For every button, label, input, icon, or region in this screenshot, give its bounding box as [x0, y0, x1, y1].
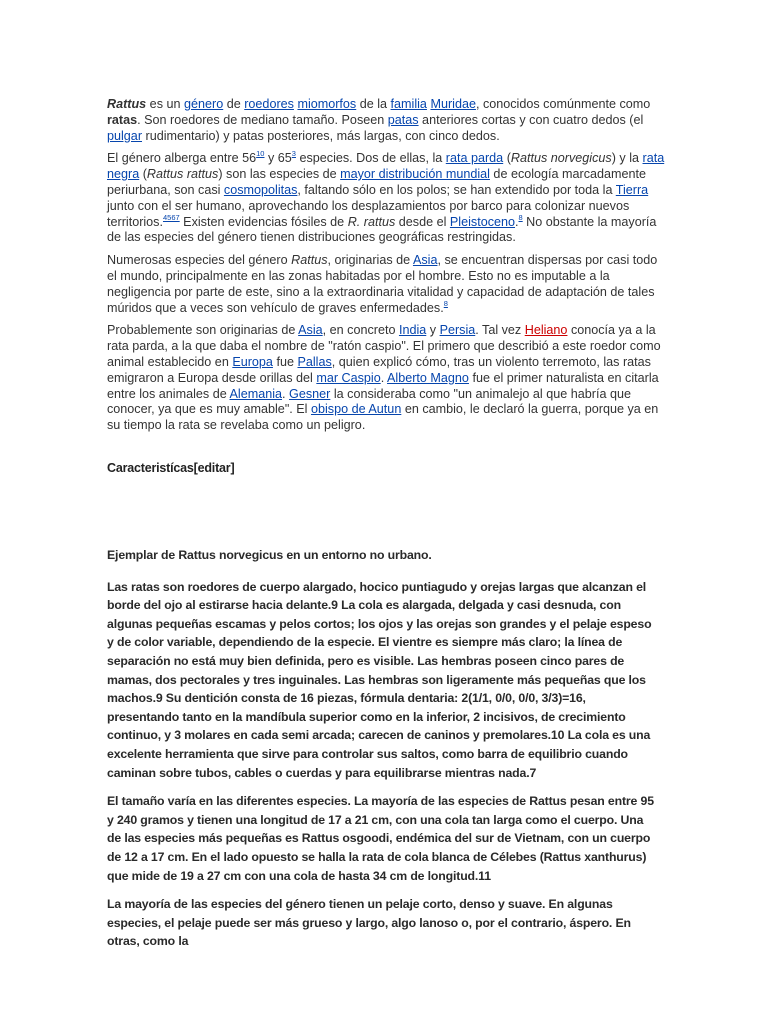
- paragraph-origin: [107, 323, 667, 434]
- text: fue el primer naturalista en citarla entre los animales de: [107, 370, 659, 401]
- text: Probablemente son originarias de: [107, 323, 299, 338]
- link-miomorfos[interactable]: miomorfos: [297, 97, 357, 111]
- title-term: Rattus: [107, 97, 147, 111]
- image-caption: Ejemplar de Rattus norvegicus en un entorno no urbano.: [107, 548, 432, 562]
- footnote: [444, 299, 448, 308]
- link-asia[interactable]: Asia: [298, 323, 323, 338]
- text: y: [426, 323, 440, 338]
- text: . Tal vez: [475, 323, 525, 338]
- wiki-excerpt: [107, 97, 667, 441]
- link-muridae[interactable]: Muridae: [430, 97, 476, 111]
- link-cosmopolitas[interactable]: cosmopolitas: [223, 182, 298, 197]
- text: especies. Dos de ellas, la: [295, 151, 446, 166]
- paragraph-distribution: [107, 151, 667, 246]
- text: de la: [356, 97, 391, 111]
- text: .: [515, 214, 519, 229]
- link-alberto-magno[interactable]: Alberto Magno: [387, 370, 469, 385]
- paragraph-fur: La mayoría de las especies del género tienen un pelaje corto, denso y suave. En algunas especies, el pelaje puede ser más grueso y largo, algo lanoso o, por el contrario, áspero. En otras, como la: [107, 897, 631, 949]
- text: es un: [146, 97, 184, 111]
- link-persia[interactable]: Persia: [439, 323, 476, 338]
- text: , en concreto: [322, 323, 399, 338]
- link-roedores[interactable]: roedores: [244, 97, 294, 111]
- link-mayor-distribucion[interactable]: mayor distribución mundial: [340, 167, 490, 182]
- text: (: [503, 151, 511, 166]
- italic-term: Rattus norvegicus: [510, 151, 612, 166]
- text: fue: [272, 354, 298, 369]
- link-india[interactable]: India: [398, 323, 427, 338]
- text: Existen evidencias fósiles de: [179, 214, 348, 229]
- link-pleistoceno[interactable]: Pleistoceno: [449, 214, 516, 229]
- italic-term: Rattus: [291, 253, 328, 268]
- link-tierra[interactable]: Tierra: [615, 182, 649, 197]
- text: . Son roedores de mediano tamaño. Poseen: [137, 112, 388, 127]
- footnote-link[interactable]: 10: [256, 149, 265, 159]
- text: la consideraba como "un animalejo al que habría que conocer, ya que es muy amable". El: [107, 386, 631, 417]
- link-pulgar[interactable]: pulgar: [107, 128, 143, 143]
- text: desde el: [395, 214, 450, 229]
- text: de: [223, 97, 245, 111]
- link-familia[interactable]: familia: [390, 97, 427, 111]
- text: No obstante la mayoría de las especies del género tienen distribuciones geográficas restringidas.: [107, 214, 657, 245]
- text: ) son las especies de: [218, 167, 341, 182]
- text: Numerosas especies del género: [107, 253, 292, 268]
- section-heading: Caracteristícas[editar]: [107, 461, 235, 475]
- text: , conocidos comúnmente como: [475, 97, 651, 111]
- footnote-link[interactable]: 4567: [162, 212, 180, 222]
- footnote-link[interactable]: 8: [518, 212, 523, 222]
- text: .: [282, 386, 290, 401]
- link-gesner[interactable]: Gesner: [289, 386, 331, 401]
- link-obispo-autun[interactable]: obispo de Autun: [310, 402, 402, 417]
- text: , se encuentran dispersas por casi todo el mundo, principalmente en las zonas habitadas por el hombre. Esto no es imputable a la negligencia por parte de este, sino a la extraordinaria vitalidad y capacidad de adaptación de tales múridos que a veces son vehículo de graves enfermedades.: [107, 253, 658, 315]
- text: anteriores cortas y con cuatro dedos (el: [418, 112, 644, 127]
- link-rata-negra[interactable]: rata negra: [107, 151, 665, 182]
- footnote-link[interactable]: 3: [291, 149, 296, 159]
- paragraph-description: Las ratas son roedores de cuerpo alargado, hocico puntiagudo y orejas largas que alcanzan el borde del ojo al estirarse hacia delante.9 La cola es alargada, delgada y casi desnuda, con algunas pequeñas escamas y pelos cortos; los ojos y las orejas son grandes y el pelaje espeso y de color variable, dependiendo de la especie. El vientre es siempre más claro; la línea de separación no está muy bien definida, pero es visible. Las hembras poseen cinco pares de mamas, dos pectorales y tres inguinales. Las hembras son ligeramente más pequeñas que los machos.9 Su dentición consta de 16 piezas, fórmula dentaria: 2(1/1, 0/0, 0/0, 3/3)=16, presentando tanto en la mandíbula superior como en la inferior, 2 incisivos, de crecimiento continuo, y 3 molares en cada semi arcada; carecen de caninos y premolares.10 La cola es una excelente herramienta que sirve para controlar sus saltos, como barra de equilibrio cuando caminan sobre tubos, cables o cuerdas y para equilibrarse mientras nada.7: [107, 579, 652, 780]
- italic-term: Rattus rattus: [146, 167, 219, 182]
- link-pallas[interactable]: Pallas: [297, 354, 332, 369]
- paragraph-size: El tamaño varía en las diferentes especies. La mayoría de las especies de Rattus pesan entre 95 y 240 gramos y tienen una longitud de 17 a 21 cm, con una cola tan larga como el cuerpo. Una de las especies más pequeñas es Rattus osgoodi, endémica del sur de Vietnam, con un cuerpo de 12 a 17 cm. En el lado opuesto se halla la rata de cola blanca de Célebes (Rattus xanthurus) que mide de 19 a 27 cm con una cola de hasta 34 cm de longitud.11: [107, 794, 654, 883]
- text: en cambio, le declaró la guerra, porque ya en su tiempo la rata se revelaba como un peligro.: [107, 402, 659, 433]
- link-alemania[interactable]: Alemania: [229, 386, 283, 401]
- text: , faltando sólo en los polos; se han extendido por toda la: [297, 182, 616, 197]
- text: ) y la: [611, 151, 643, 166]
- text: junto con el ser humano, aprovechando los desplazamientos por barco para colonizar nuevos territorios.: [107, 198, 630, 229]
- link-heliano[interactable]: Heliano: [524, 323, 568, 338]
- paragraph-dispersion: [107, 253, 667, 316]
- link-mar-caspio[interactable]: mar Caspio: [316, 370, 381, 385]
- text: conocía ya a la rata parda, a la que daba el nombre de "ratón caspio". El primero que describió a este roedor como animal establecido en: [107, 323, 661, 369]
- text: rudimentario) y patas posteriores, más largas, con cinco dedos.: [142, 128, 500, 143]
- link-rata-parda[interactable]: rata parda: [445, 151, 504, 166]
- text: y 65: [264, 151, 292, 166]
- text: .: [380, 370, 388, 385]
- italic-term: R. rattus: [347, 214, 396, 229]
- text: de ecología marcadamente periurbana, son casi: [107, 167, 647, 197]
- link-europa[interactable]: Europa: [232, 354, 273, 369]
- text: El género alberga entre 56: [107, 151, 257, 166]
- link-patas[interactable]: patas: [387, 112, 419, 127]
- link-genero[interactable]: género: [184, 97, 224, 111]
- section-body: [107, 546, 659, 961]
- text: , quien explicó cómo, tras un violento terremoto, las ratas emigraron a Europa desde orillas del: [107, 354, 651, 385]
- text: , originarias de: [327, 253, 413, 268]
- paragraph-intro: [107, 97, 667, 144]
- bold-term: ratas: [107, 112, 138, 127]
- footnote-link[interactable]: 8: [443, 298, 448, 308]
- link-asia[interactable]: Asia: [412, 253, 438, 268]
- footnote: [163, 213, 180, 222]
- text: (: [139, 167, 147, 182]
